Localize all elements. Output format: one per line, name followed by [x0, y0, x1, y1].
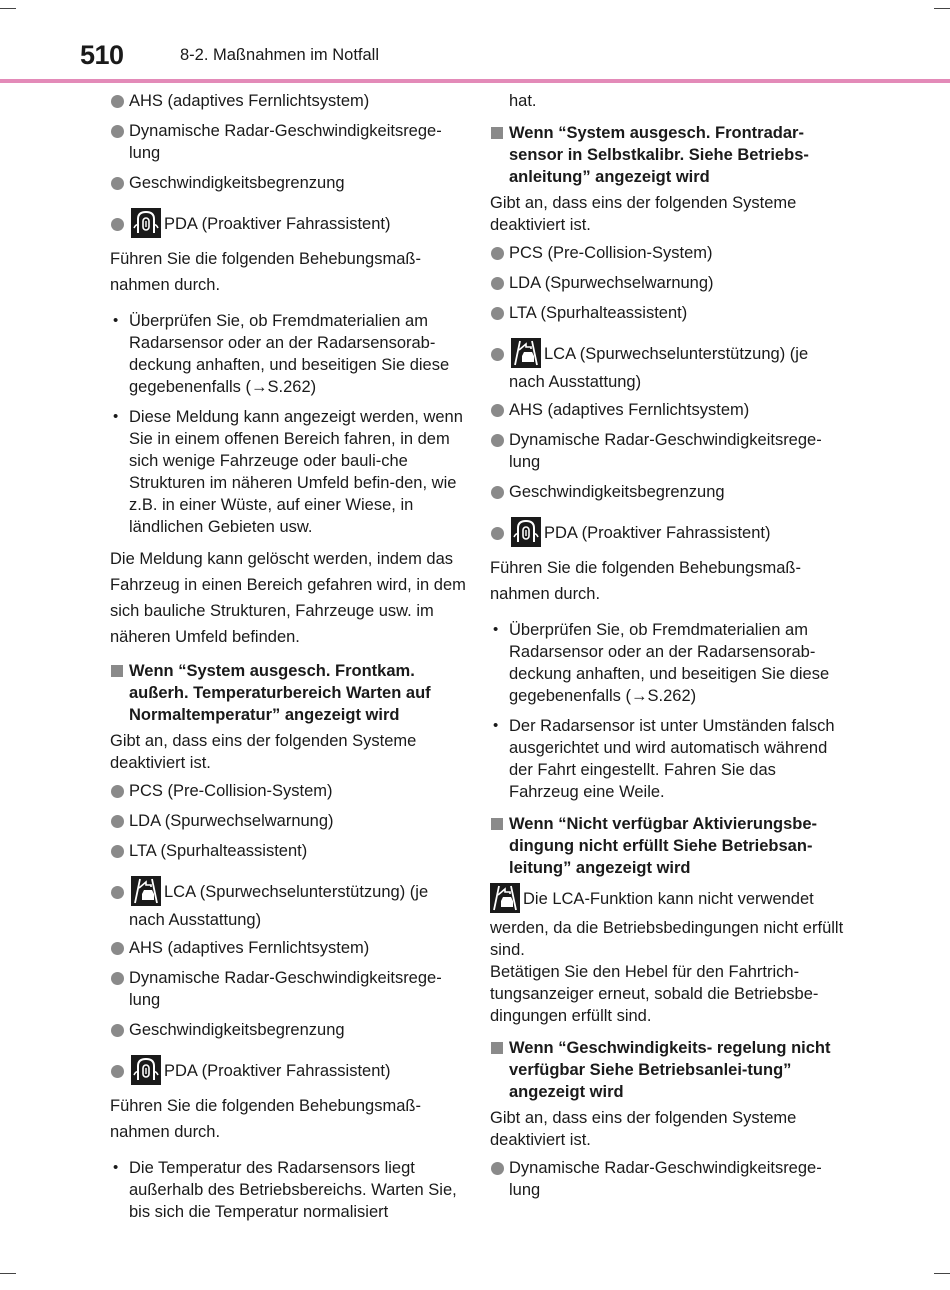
paragraph: Führen Sie die folgenden Behebungsmaß-nahmen durch. — [490, 559, 801, 603]
lca-list-item — [490, 338, 850, 393]
chapter-title: 8-2. Maßnahmen im Notfall — [180, 46, 379, 64]
crop-mark — [0, 1273, 16, 1274]
left-column — [110, 90, 470, 1231]
page-header — [0, 0, 950, 84]
list-item: LDA (Spurwechselwarnung) — [490, 272, 850, 294]
dash-item: • Die Temperatur des Radarsensors liegt außerhalb des Betriebsbereichs. Warten Sie, bis sich die Temperatur normalisiert — [110, 1157, 470, 1223]
pda-hands-on-wheel-icon — [131, 208, 161, 238]
lca-label-cont: nach Ausstattung) — [509, 373, 642, 391]
pda-label: PDA (Proaktiver Fahrassistent) — [544, 524, 771, 542]
list-item: AHS (adaptives Fernlichtsystem) — [110, 937, 470, 959]
list-item: Geschwindigkeitsbegrenzung — [110, 1019, 470, 1041]
lca-label: LCA (Spurwechselunterstützung) (je — [164, 883, 429, 901]
paragraph: Gibt an, dass eins der folgenden Systeme deaktiviert ist. — [490, 194, 797, 234]
list-item: LTA (Spurhalteassistent) — [490, 302, 850, 324]
lca-note-text: Die LCA-Funktion kann nicht verwendet — [523, 890, 814, 908]
pda-list-item — [490, 517, 850, 549]
list-item: Dynamische Radar-Geschwindigkeitsrege-lung — [110, 120, 470, 164]
lca-label: LCA (Spurwechselunterstützung) (je — [544, 345, 809, 363]
list-item: AHS (adaptives Fernlichtsystem) — [110, 90, 470, 112]
list-item: PCS (Pre-Collision-System) — [110, 780, 470, 802]
right-column — [490, 90, 850, 1209]
paragraph: Führen Sie die folgenden Behebungsmaß-nahmen durch. — [110, 1097, 421, 1141]
lca-label-cont: nach Ausstattung) — [129, 911, 262, 929]
list-item: Dynamische Radar-Geschwindigkeitsrege-lung — [110, 967, 470, 1011]
page-number: 510 — [80, 40, 124, 70]
list-item: PCS (Pre-Collision-System) — [490, 242, 850, 264]
pda-list-item — [110, 1055, 470, 1087]
list-item: LTA (Spurhalteassistent) — [110, 840, 470, 862]
lca-note-cont: werden, da die Betriebsbedingungen nicht erfüllt sind. — [490, 919, 844, 959]
paragraph: Führen Sie die folgenden Behebungsmaß-nahmen durch. — [110, 250, 421, 294]
section-heading: Wenn “Geschwindigkeits- regelung nicht verfügbar Siehe Betriebsanlei-tung” angezeigt wird — [490, 1037, 850, 1103]
paragraph: Gibt an, dass eins der folgenden Systeme deaktiviert ist. — [490, 1109, 797, 1149]
pda-label: PDA (Proaktiver Fahrassistent) — [164, 215, 391, 233]
dash-item: • Der Radarsensor ist unter Umständen falsch ausgerichtet und wird automatisch während der Fahrt eingestellt. Fahren Sie das Fahrzeug eine Weile. — [490, 715, 850, 803]
crop-mark — [934, 1273, 950, 1274]
lca-lane-change-icon — [490, 883, 520, 913]
continued-text: hat. — [509, 92, 537, 110]
list-item: Dynamische Radar-Geschwindigkeitsrege-lung — [490, 1157, 850, 1201]
section-heading: Wenn “System ausgesch. Frontradar-sensor in Selbstkalibr. Siehe Betriebs-anleitung” angezeigt wird — [490, 122, 850, 188]
lca-lane-change-icon — [131, 876, 161, 906]
list-item: Geschwindigkeitsbegrenzung — [110, 172, 470, 194]
paragraph: Betätigen Sie den Hebel für den Fahrtrich-tungsanzeiger erneut, sobald die Betriebsbe-dingungen erfüllt sind. — [490, 963, 819, 1025]
paragraph: Die Meldung kann gelöscht werden, indem das Fahrzeug in einen Bereich gefahren wird, in dem sich bauliche Strukturen, Fahrzeuge usw. im näheren Umfeld befinden. — [110, 550, 466, 646]
lca-list-item — [110, 876, 470, 931]
section-heading: Wenn “System ausgesch. Frontkam. außerh. Temperaturbereich Warten auf Normaltemperatur” angezeigt wird — [110, 660, 470, 726]
list-item: AHS (adaptives Fernlichtsystem) — [490, 399, 850, 421]
dash-item: • Überprüfen Sie, ob Fremdmaterialien am Radarsensor oder an der Radarsensorab-deckung anhaften, und beseitigen Sie diese gegebenenfalls (→S.262) — [110, 310, 470, 398]
header-rule — [0, 79, 950, 83]
list-item: Geschwindigkeitsbegrenzung — [490, 481, 850, 503]
dash-item: • Überprüfen Sie, ob Fremdmaterialien am Radarsensor oder an der Radarsensorab-deckung anhaften, und beseitigen Sie diese gegebenenfalls (→S.262) — [490, 619, 850, 707]
pda-hands-on-wheel-icon — [131, 1055, 161, 1085]
pda-hands-on-wheel-icon — [511, 517, 541, 547]
dash-item: • Diese Meldung kann angezeigt werden, wenn Sie in einem offenen Bereich fahren, in dem sich wenige Fahrzeuge oder bauli-che Strukturen im näheren Umfeld befin-den, wie z.B. in einer Wüste, auf einer Wiese, in ländlichen Gebieten usw. — [110, 406, 470, 538]
lca-note — [490, 883, 850, 961]
list-item: LDA (Spurwechselwarnung) — [110, 810, 470, 832]
paragraph: Gibt an, dass eins der folgenden Systeme deaktiviert ist. — [110, 732, 417, 772]
section-heading: Wenn “Nicht verfügbar Aktivierungsbe-dingung nicht erfüllt Siehe Betriebsan-leitung” angezeigt wird — [490, 813, 850, 879]
pda-list-item — [110, 208, 470, 240]
list-item: Dynamische Radar-Geschwindigkeitsrege-lung — [490, 429, 850, 473]
pda-label: PDA (Proaktiver Fahrassistent) — [164, 1062, 391, 1080]
lca-lane-change-icon — [511, 338, 541, 368]
